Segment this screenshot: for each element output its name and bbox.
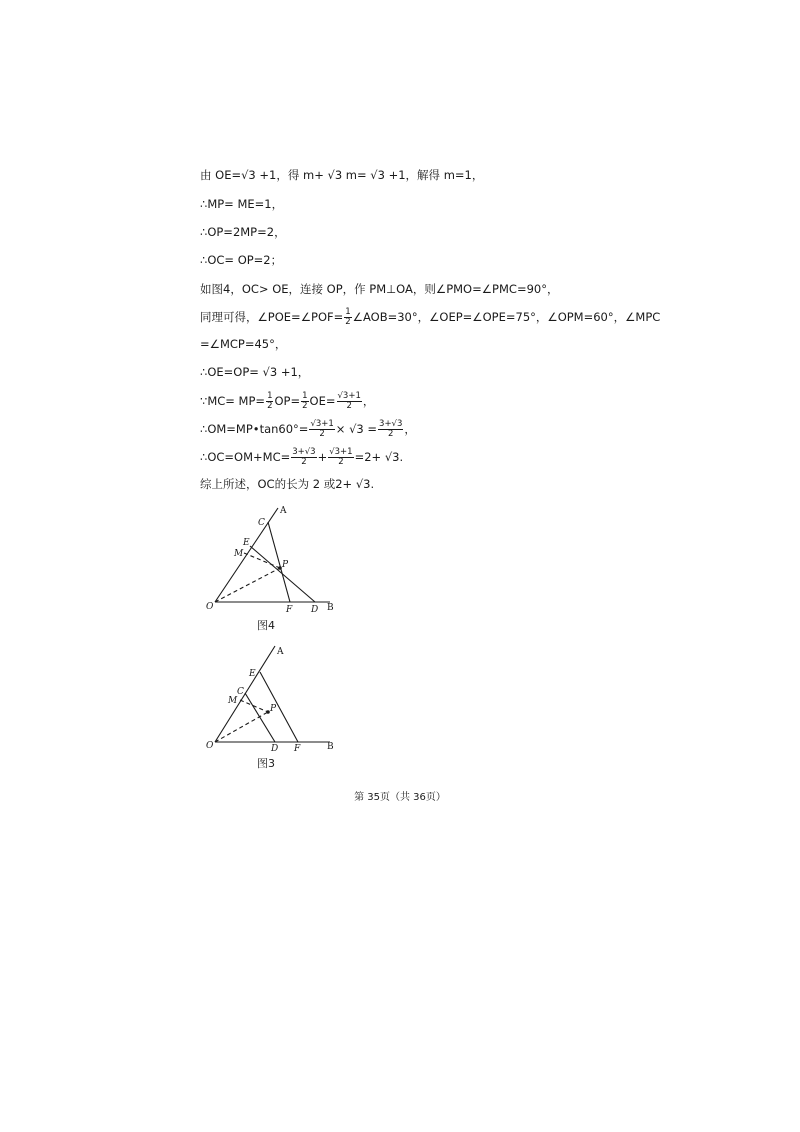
label-a: A — [280, 506, 287, 516]
fraction-half: $\frac{1}{2}$ — [302, 391, 308, 411]
solution-line-8: ∴OE=OP= √3 +1， — [200, 365, 310, 379]
solution-line-3: ∴OP=2MP=2， — [200, 225, 286, 239]
solution-line-6 — [200, 308, 660, 327]
segment-pm-dashed — [244, 553, 280, 568]
label-f: F — [286, 605, 293, 615]
label-d: D — [271, 744, 279, 754]
label-b: B — [327, 742, 334, 752]
page-footer: 第 35页（共 36页） — [354, 792, 446, 803]
segment-op-dashed — [215, 712, 268, 742]
solution-line-7: =∠MCP=45°， — [200, 337, 287, 351]
label-e: E — [243, 538, 250, 548]
label-m: M — [228, 696, 238, 706]
label-p: P — [282, 560, 289, 570]
solution-line-4: ∴OC= OP=2； — [200, 253, 283, 267]
fraction-sqrt3-plus-1-over-2: $\frac{√3+1}{2}$ — [329, 447, 353, 467]
solution-line-5: 如图4，OC> OE，连接 OP，作 PM⊥OA，则∠PMO=∠PMC=90°， — [200, 282, 559, 296]
line6-start: 同理可得，∠POE=∠POF= — [200, 310, 344, 324]
label-p: P — [270, 704, 277, 714]
fraction-3-plus-sqrt3-over-2: $\frac{3+√3}{2}$ — [379, 419, 403, 439]
figure-3-caption: 图3 — [257, 757, 275, 770]
line6-rest: ∠AOB=30°，∠OEP=∠OPE=75°，∠OPM=60°，∠MPC — [352, 310, 661, 324]
solution-line-12: 综上所述，OC的长为 2 或2+ √3. — [200, 477, 375, 491]
solution-line-11: ∴OC=OM+MC= $\frac{3+√3}{2}$ + $\frac{√3+1}{2}$ =2+ √3. — [200, 447, 404, 467]
figure-4-caption: 图4 — [257, 619, 275, 632]
solution-line-10: ∴OM=MP•tan60°= $\frac{√3+1}{2}$ × √3 = $\frac{3+√3}{2}$ ， — [200, 419, 416, 439]
label-c: C — [237, 687, 244, 697]
segment-cd — [245, 693, 275, 742]
solution-line-1: 由 OE=√3 +1，得 m+ √3 m= √3 +1，解得 m=1， — [200, 168, 484, 182]
label-c: C — [258, 518, 265, 528]
fraction-sqrt3-plus-1-over-2: $\frac{√3+1}{2}$ — [337, 391, 361, 411]
fraction-half: $\frac{1}{2}$ — [267, 391, 273, 411]
segment-pm-dashed — [240, 700, 268, 712]
geometry-figure-3 — [200, 640, 350, 755]
label-a: A — [277, 647, 284, 657]
label-e: E — [249, 669, 256, 679]
fraction-half: $\frac{1}{2}$ — [345, 307, 351, 327]
solution-line-9: ∵MC= MP= $\frac{1}{2}$ OP= $\frac{1}{2}$ OE= $\frac{√3+1}{2}$ ， — [200, 391, 375, 411]
label-f: F — [294, 744, 301, 754]
fraction-sqrt3-plus-1-over-2: $\frac{√3+1}{2}$ — [310, 419, 334, 439]
segment-ef — [260, 672, 298, 742]
fraction-3-plus-sqrt3-over-2: $\frac{3+√3}{2}$ — [292, 447, 316, 467]
label-d: D — [311, 605, 319, 615]
label-o: O — [206, 741, 214, 751]
solution-line-2: ∴MP= ME=1， — [200, 197, 284, 211]
label-m: M — [234, 549, 244, 559]
label-b: B — [327, 603, 334, 613]
segment-ed — [250, 546, 315, 602]
geometry-figure-4 — [200, 500, 350, 615]
label-o: O — [206, 602, 214, 612]
segment-op-dashed — [215, 568, 280, 602]
